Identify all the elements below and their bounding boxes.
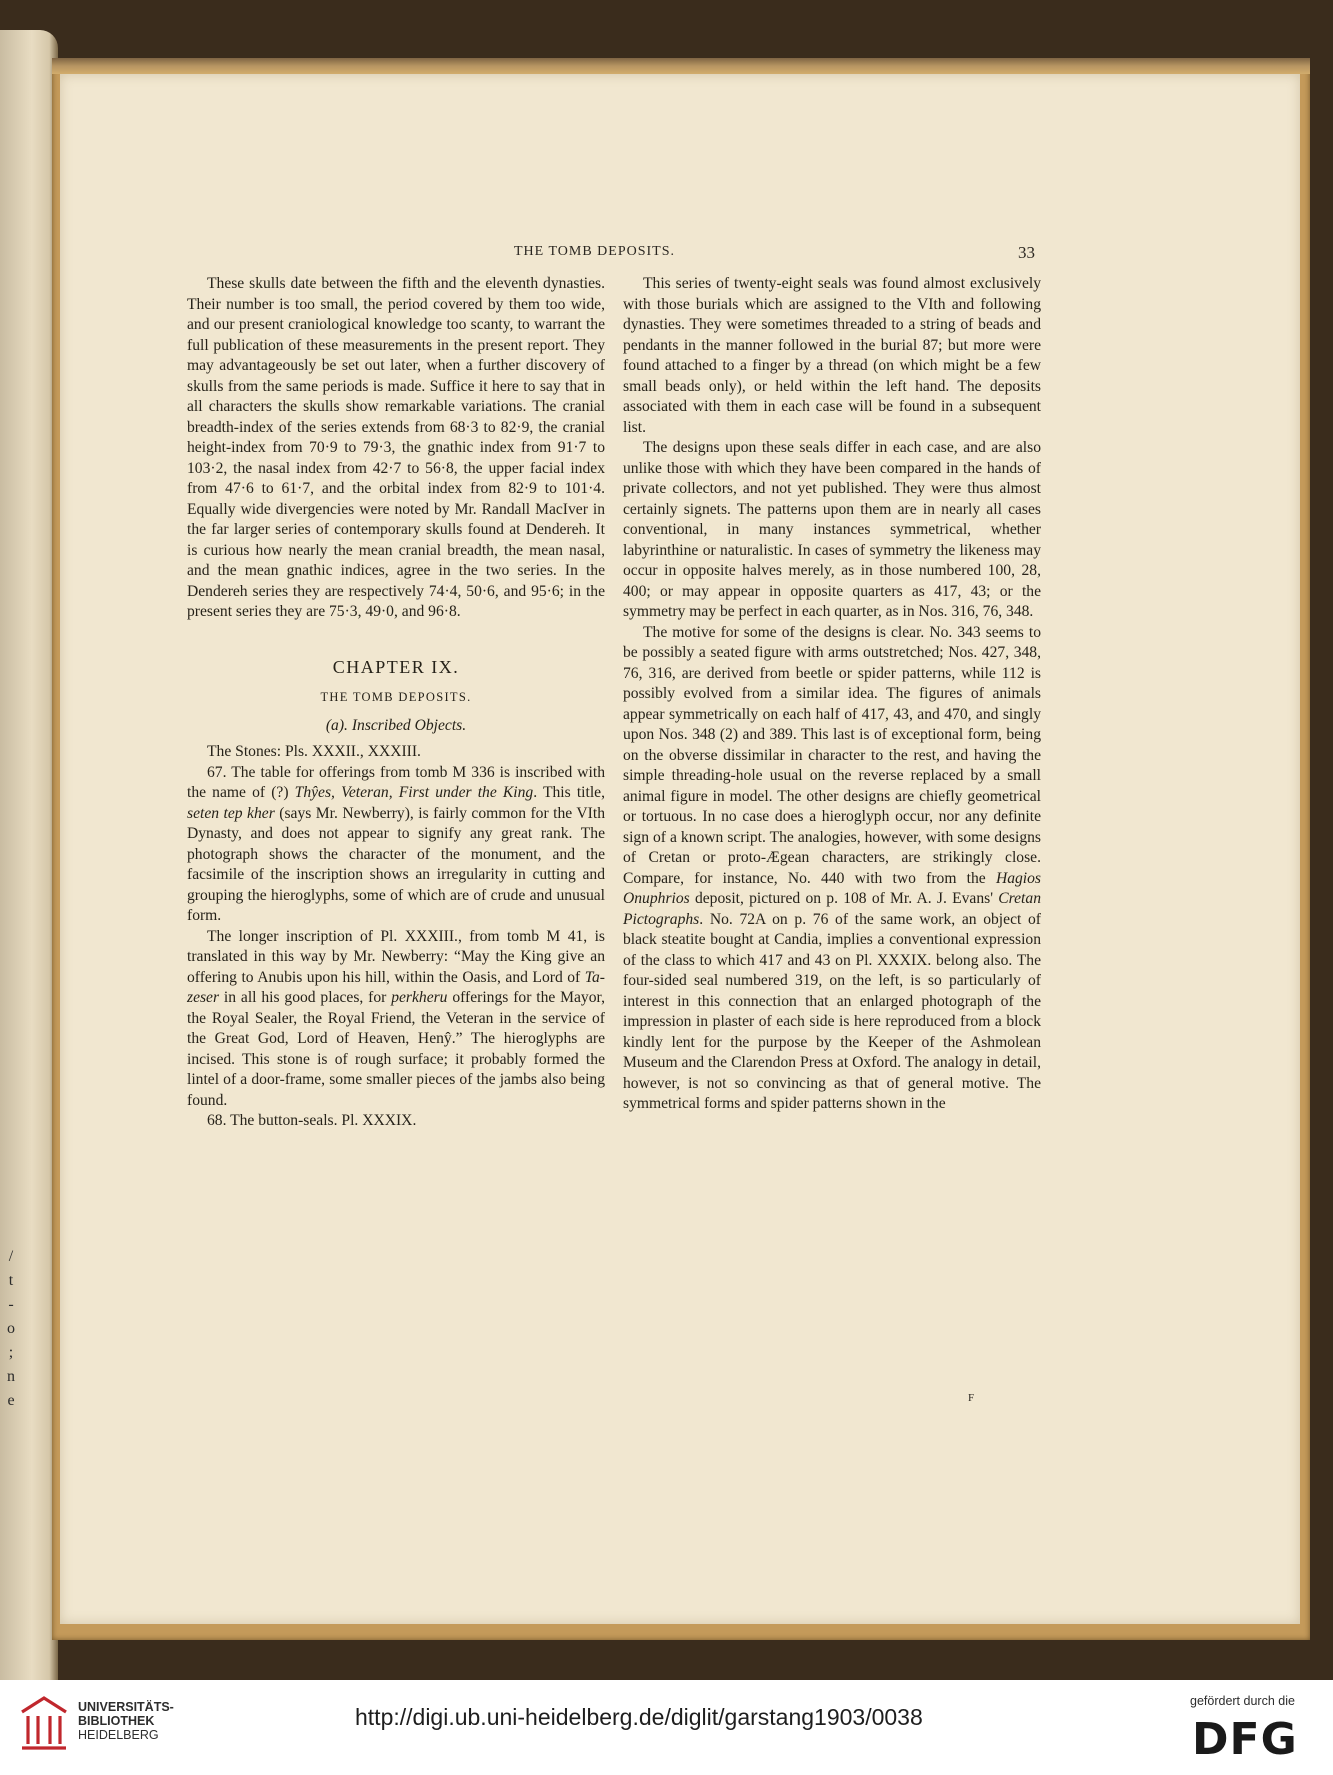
text-run: . This title, — [533, 784, 605, 801]
italic-run: Cretan Pictographs — [623, 890, 1041, 928]
paragraph-longer-inscription — [187, 927, 605, 1112]
sub-title: (a). Inscribed Objects. — [325, 716, 467, 734]
viewer-footer — [0, 1680, 1333, 1775]
section-title: THE TOMB DEPOSITS. — [320, 690, 472, 704]
library-name[interactable] — [78, 1700, 174, 1742]
dfg-logo[interactable]: DFG — [1192, 1714, 1298, 1765]
text-run: deposit, pictured on p. 108 of Mr. A. J. Evans' — [689, 890, 999, 907]
text-run: The longer inscription of Pl. XXXIII., from tomb M 41, is translated in this way by Mr. Newberry: “May the King give an offering to Anubis upon his hill, within the Oasis, and Lord of — [187, 927, 605, 986]
text-run: (says Mr. Newberry), is fairly common for the VIth Dynasty, and does not appear to signify any great rank. The photograph shows the character of the monument, and the facsimile of the inscription shows an irregularity in cutting and grouping the hieroglyphs, some of which are of crude and unusual form. — [187, 804, 605, 924]
funding-note: gefördert durch die — [1190, 1694, 1295, 1708]
left-page-edge — [0, 30, 58, 1680]
paragraph-67 — [187, 763, 605, 927]
chapter-title: CHAPTER IX. — [332, 656, 460, 677]
margin-letter: o — [7, 1320, 15, 1337]
paragraph-68: 68. The button-seals. Pl. XXXIX. — [207, 1112, 417, 1129]
stones-heading: The Stones: Pls. XXXII., XXXIII. — [207, 743, 421, 760]
margin-letter: ; — [8, 1344, 14, 1361]
paragraph-seals-series: This series of twenty-eight seals was found almost exclusively with those burials which are assigned to the VIth and following dynasties. They were sometimes threaded to a string of beads and pendants in the manner followed in the burial 87; but more were found attached to a finger by a thread (on which might be a few small beads only), or held within the left hand. The deposits associated with them in each case will be found in a subsequent list. — [623, 275, 1041, 436]
paragraph-skulls: These skulls date between the fifth and the eleventh dynasties. Their number is too small, the period covered by them too wide, and our present craniological knowledge too scanty, to warrant the full publication of these measurements in the present report. They may advantageously be set out later, when a further discovery of skulls from the same periods is made. Suffice it here to say that in all characters the skulls show remarkable variations. The cranial breadth-index of the series extends from 68·3 to 82·9, the cranial height-index from 70·9 to 79·3, the gnathic index from 91·7 to 103·2, the nasal index from 42·7 to 56·8, the upper facial index from 47·6 to 61·7, and the orbital index from 82·9 to 101·4. Equally wide divergencies were noted by Mr. Randall MacIver in the far larger series of contemporary skulls found at Dendereh. It is curious how nearly the mean cranial breadth, the mean nasal, and the mean gnathic indices, agree in the two series. In the Dendereh series they are respectively 74·4, 50·6, and 95·6; in the present series they are 75·3, 49·0, and 96·8. — [187, 275, 605, 620]
permalink-url[interactable]: http://digi.ub.uni-heidelberg.de/diglit/garstang1903/0038 — [355, 1704, 923, 1730]
paragraph-designs: The designs upon these seals differ in each case, and are also unlike those with which they have been compared in the hands of private collectors, and not yet published. They were thus almost certainly signets. The patterns upon them are in nearly all cases conventional, in many instances symmetrical, whether labyrinthine or naturalistic. In cases of symmetry the likeness may occur in opposite halves merely, as in those numbered 100, 28, 400; or may appear in opposite quarters as 417, 43; or the symmetry may be perfect in each quarter, as in Nos. 316, 76, 348. — [623, 439, 1041, 620]
left-column — [187, 274, 605, 1132]
italic-run: Ta-zeser — [187, 968, 605, 1006]
margin-letters — [4, 1245, 18, 1413]
text-run: . No. 72A on p. 76 of the same work, an object of black steatite bought at Candia, implies a conventional expression of the class to which 417 and 43 on Pl. XXXIX. belong also. The four-sided seal numbered 319, on the left, is so particularly of interest in this connection that an enlarged photograph of the impression in plaster of each side is here reproduced from a block kindly lent for the purpose by the Keeper of the Ashmolean Museum and the Clarendon Press at Oxford. The analogy in detail, however, is not so convincing as that of general motive. The symmetrical forms and spider patterns shown in the — [623, 910, 1041, 1112]
margin-letter: n — [7, 1368, 15, 1385]
book-board-edge — [52, 58, 1310, 74]
library-name-line: HEIDELBERG — [78, 1728, 159, 1742]
library-logo-icon[interactable] — [18, 1692, 70, 1750]
italic-run: Thŷes, Veteran, First under the King — [294, 784, 534, 801]
margin-letter: - — [8, 1296, 14, 1313]
text-run: 67. The table for offerings from tomb M 336 is inscribed with the name of (?) — [187, 763, 605, 801]
page-number: 33 — [1018, 243, 1035, 262]
logo-stroke — [22, 1698, 66, 1712]
italic-run: Hagios Onuphrios — [623, 869, 1041, 907]
text-run: offerings for the Mayor, the Royal Sealer, the Royal Friend, the Veteran in the service of the Great God, Lord of Heaven, Henŷ.” The hieroglyphs are incised. This stone is of rough surface; it probably formed the lintel of a door-frame, some smaller pieces of the jambs also being found. — [187, 989, 605, 1109]
italic-run: seten tep kher — [187, 804, 275, 822]
logo-strokes — [22, 1698, 66, 1748]
margin-letter: t — [8, 1272, 14, 1289]
running-head: THE TOMB DEPOSITS. — [514, 244, 676, 259]
library-name-line: BIBLIOTHEK — [78, 1714, 155, 1728]
text-run: The motive for some of the designs is clear. No. 343 seems to be possibly a seated figure with arms outstretched; Nos. 427, 348, 76, 316, are derived from beetle or spider patterns, while 112 is possibly evolved from a similar idea. The figures of animals appear symmetrically on each half of 417, 43, and 470, and singly upon Nos. 348 (2) and 389. This last is of exceptional form, being on the obverse dissimilar in character to the rest, and having the simple threading-hole usual on the reverse replaced by a small animal figure in model. The other designs are chiefly geometrical or tortuous. In no case does a hieroglyph occur, nor any definite sign of a known script. The analogies, however, with some designs of Cretan or proto-Ægean characters, are strikingly close. Compare, for instance, No. 440 with two from the — [623, 623, 1041, 887]
italic-run: perkheru — [391, 989, 448, 1006]
library-name-line: UNIVERSITÄTS- — [78, 1700, 174, 1714]
margin-letter: e — [7, 1392, 15, 1409]
right-column — [623, 274, 1041, 1115]
signature-mark: F — [968, 1392, 975, 1404]
margin-letter: / — [8, 1248, 14, 1265]
text-run: in all his good places, for — [219, 989, 392, 1006]
paragraph-motive — [623, 623, 1041, 1115]
